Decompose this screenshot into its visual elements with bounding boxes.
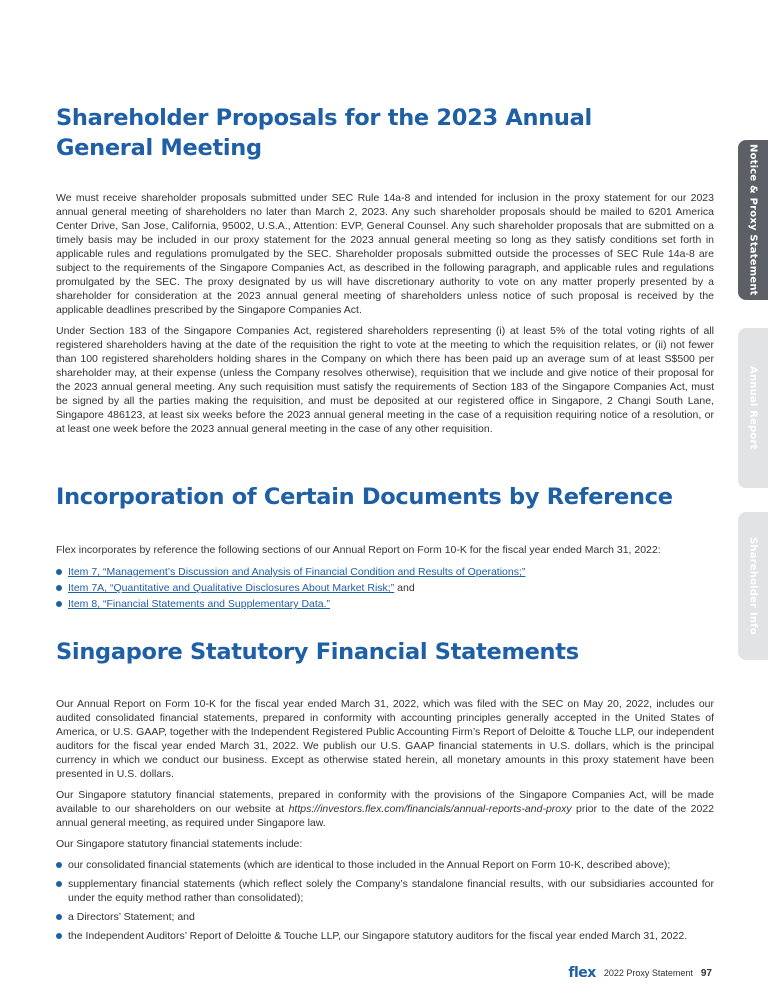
paragraph <box>56 788 714 830</box>
list-suffix: and <box>394 582 415 594</box>
statements-list <box>56 858 714 943</box>
section-title-incorporation: Incorporation of Certain Documents by Reference <box>56 484 673 510</box>
tab-label: Annual Report <box>747 366 759 450</box>
item-7a-link[interactable]: Item 7A, “Quantitative and Qualitative Disclosures About Market Risk;” <box>68 582 395 594</box>
shareholder-proposals-body <box>56 191 714 436</box>
section-title-singapore: Singapore Statutory Financial Statements <box>56 639 579 665</box>
incorporation-list <box>56 565 714 611</box>
text: Our Singapore statutory financial statements, prepared in conformity with the provisions of the Singapore Companies Act, will be made available to our shareholders on our website at <box>56 789 714 815</box>
list-item <box>56 565 714 579</box>
list-item <box>56 597 714 611</box>
paragraph: Our Singapore statutory financial statements include: <box>56 838 303 850</box>
list-item: supplementary financial statements (which reflect solely the Company’s standalone financial results, with our subsidiaries accounted for under the equity method rather than consolidated); <box>56 877 714 905</box>
page-number: 97 <box>700 967 712 979</box>
tab-shareholder-info[interactable] <box>738 512 768 660</box>
paragraph: We must receive shareholder proposals submitted under SEC Rule 14a-8 and intended for inclusion in the proxy statement for our 2023 annual general meeting of shareholders no later than March 2, 2023. Any such shareholder proposals should be mailed to 6201 America Center Drive, San Jose, California, 95002, U.S.A., Attention: EVP, General Counsel. Any such shareholder proposals that are submitted on a timely basis may be included in our proxy statement for the 2023 annual general meeting so long as they satisfy conditions set forth in applicable rules and regulations promulgated by the SEC. Shareholder proposals submitted outside the processes of SEC Rule 14a-8 are subject to the requirements of the Singapore Companies Act, as described in the following paragraph, and applicable rules and regulations promulgated by the SEC. The proxy designated by us will have discretionary authority to vote on any matter properly presented by a shareholder for consideration at the 2023 annual general meeting of shareholders unless notice of such proposal is received by the applicable deadlines prescribed by the Singapore Companies Act. <box>56 192 714 316</box>
tab-label: Shareholder Info <box>747 537 759 635</box>
item-8-link[interactable]: Item 8, “Financial Statements and Supplementary Data.” <box>68 598 331 610</box>
section-title-shareholder-proposals: Shareholder Proposals for the 2023 Annual General Meeting <box>56 105 592 161</box>
tab-label: Notice & Proxy Statement <box>747 144 759 296</box>
flex-logo: flex <box>568 965 596 981</box>
footer-label: 2022 Proxy Statement <box>603 968 693 978</box>
tab-annual-report[interactable] <box>738 328 768 488</box>
page-footer <box>568 966 712 980</box>
paragraph: Under Section 183 of the Singapore Companies Act, registered shareholders representing (i) at least 5% of the total voting rights of all registered shareholders having at the date of the requisition the right to vote at the meeting to which the requisition relates, or (ii) not fewer than 100 registered shareholders holding shares in the Company on which there has been paid up an average sum of at least S$500 per shareholder may, at their expense (unless the Company resolves otherwise), requisition that we include and give notice of their proposal for the 2023 annual general meeting. Any such requisition must satisfy the requirements of Section 183 of the Singapore Companies Act, must be signed by all the parties making the requisition, and must be deposited at our registered office in Singapore, 2 Changi South Lane, Singapore 486123, at least six weeks before the 2023 annual general meeting in the case of a requisition requiring notice of a resolution, or at least one week before the 2023 annual general meeting in the case of any other requisition. <box>56 325 714 435</box>
website-url: https://investors.flex.com/financials/annual-reports-and-proxy <box>288 803 572 815</box>
item-7-link[interactable]: Item 7, “Management’s Discussion and Analysis of Financial Condition and Results of Operations;” <box>68 566 526 578</box>
text: prior to the date of the 2022 annual general meeting, as required under Singapore law. <box>56 803 714 829</box>
list-item: our consolidated financial statements (which are identical to those included in the Annual Report on Form 10-K, described above); <box>56 858 714 872</box>
incorporation-body <box>56 543 714 613</box>
paragraph: Our Annual Report on Form 10-K for the fiscal year ended March 31, 2022, which was filed with the SEC on May 20, 2022, includes our audited consolidated financial statements, prepared in conformity with accounting principles generally accepted in the United States of America, or U.S. GAAP, together with the Independent Registered Public Accounting Firm’s Report of Deloitte & Touche LLP, our independent auditors for the fiscal year ended March 31, 2022. We publish our U.S. GAAP financial statements in U.S. dollars, which is the principal currency in which we conduct our business. Except as otherwise stated herein, all monetary amounts in this proxy statement have been presented in U.S. dollars. <box>56 698 714 780</box>
tab-notice-proxy-statement[interactable] <box>738 140 768 300</box>
singapore-body <box>56 697 714 948</box>
list-item: a Directors’ Statement; and <box>56 910 714 924</box>
list-item: the Independent Auditors’ Report of Deloitte & Touche LLP, our Singapore statutory auditors for the fiscal year ended March 31, 2022. <box>56 929 714 943</box>
paragraph: Flex incorporates by reference the following sections of our Annual Report on Form 10-K for the fiscal year ended March 31, 2022: <box>56 544 661 556</box>
list-item <box>56 581 714 595</box>
